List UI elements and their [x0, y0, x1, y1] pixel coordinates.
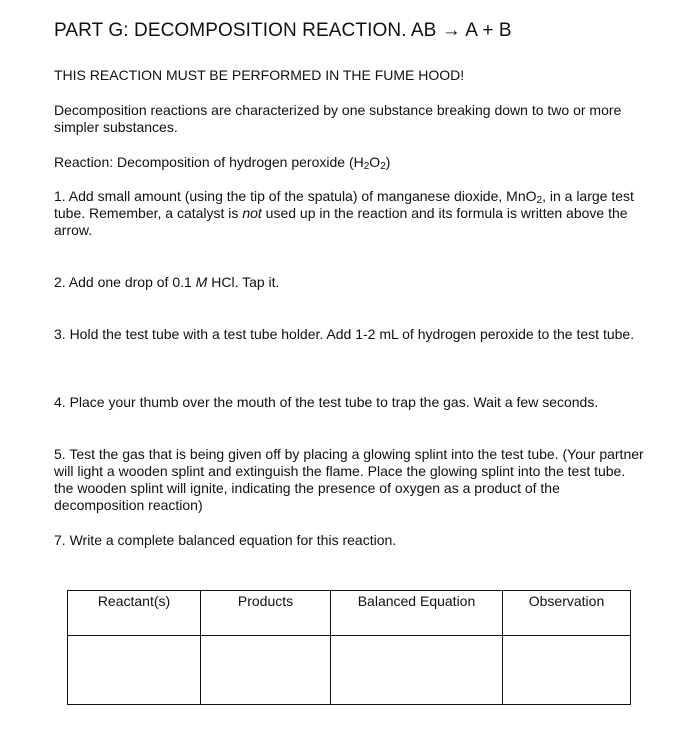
- header-reactants: Reactant(s): [68, 591, 201, 636]
- header-balanced-equation: Balanced Equation: [331, 591, 503, 636]
- table-header-row: [68, 591, 631, 636]
- step-1-text-a: 1. Add small amount (using the tip of the spatula) of manganese dioxide, MnO: [54, 188, 537, 204]
- step-7: 7. Write a complete balanced equation for this reaction.: [54, 532, 397, 548]
- step-1-sub: 2: [536, 195, 543, 206]
- step-2-text-b: HCl. Tap it.: [207, 274, 280, 290]
- step-1-text-b: , in a large test tube. Remember, a catalyst is: [54, 188, 634, 221]
- step-2: [54, 274, 644, 291]
- reaction-mid: O: [369, 154, 381, 170]
- step-3: 3. Hold the test tube with a test tube holder. Add 1-2 mL of hydrogen peroxide to the test tube.: [54, 326, 635, 342]
- cell-reactants[interactable]: [68, 636, 201, 705]
- reaction-suffix: ): [385, 154, 391, 170]
- header-observation: Observation: [503, 591, 631, 636]
- cell-balanced-equation[interactable]: [331, 636, 503, 705]
- step-2-text-a: 2. Add one drop of 0.1: [54, 274, 196, 290]
- results-table: [67, 590, 631, 705]
- section-title: PART G: DECOMPOSITION REACTION. AB → A + B: [54, 20, 512, 41]
- step-1: [54, 188, 644, 239]
- step-5: 5. Test the gas that is being given off by placing a glowing splint into the test tube. (Your partner will light a wooden splint and extinguish the flame. Place the glowing splint into the test tube. the wooden splint will ignite, indicating the presence of oxygen as a product of the decomposition reaction): [54, 446, 644, 513]
- reaction-prefix: Reaction: Decomposition of hydrogen peroxide (H: [54, 154, 364, 170]
- cell-observation[interactable]: [503, 636, 631, 705]
- step-1-text-c: used up in the reaction and its formula is written above the arrow.: [54, 205, 628, 238]
- reaction-sub1: 2: [363, 161, 370, 172]
- cell-products[interactable]: [201, 636, 331, 705]
- step-4: 4. Place your thumb over the mouth of the test tube to trap the gas. Wait a few seconds.: [54, 394, 599, 410]
- header-products: Products: [201, 591, 331, 636]
- reaction-line: [54, 154, 644, 171]
- fume-hood-warning: THIS REACTION MUST BE PERFORMED IN THE FUME HOOD!: [54, 67, 465, 83]
- reaction-sub2: 2: [380, 161, 386, 172]
- intro-paragraph: Decomposition reactions are characterized by one substance breaking down to two or more simpler substances.: [54, 102, 622, 135]
- step-1-emphasis: not: [242, 205, 262, 221]
- table-row: [68, 636, 631, 705]
- step-2-emphasis: M: [195, 274, 208, 290]
